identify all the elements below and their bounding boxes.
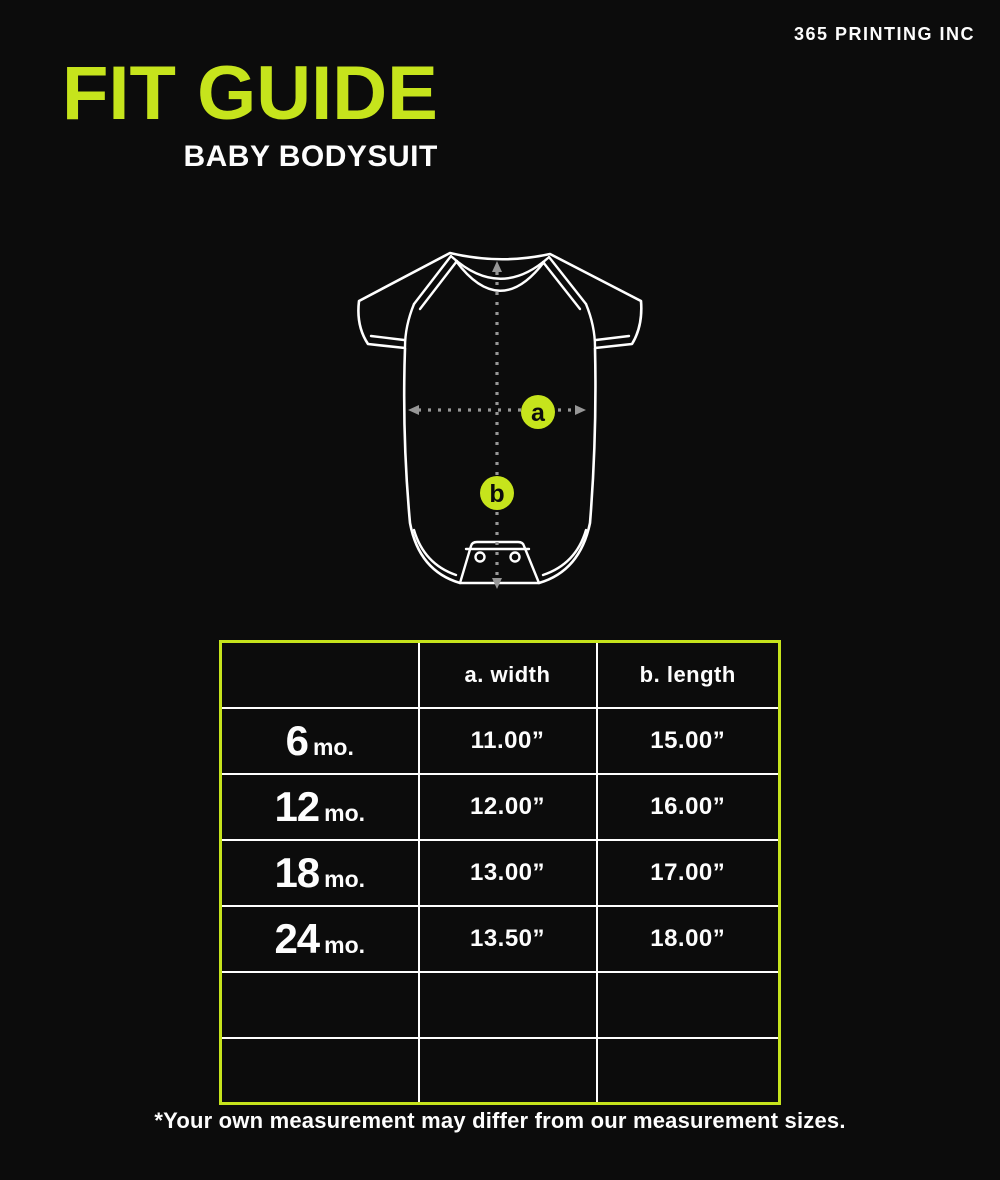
length-marker-letter: b <box>489 480 505 508</box>
size-cell <box>221 840 419 906</box>
length-cell: 17.00” <box>597 840 780 906</box>
size-column-header <box>221 642 419 708</box>
width-column-header: a. width <box>419 642 597 708</box>
size-cell <box>221 972 419 1038</box>
width-cell: 13.00” <box>419 840 597 906</box>
size-number: 12 <box>274 782 320 830</box>
page-subtitle: BABY BODYSUIT <box>183 140 438 173</box>
size-cell <box>221 906 419 972</box>
width-marker-letter: a <box>531 399 545 427</box>
measurement-disclaimer: *Your own measurement may differ from our measurement sizes. <box>154 1108 846 1133</box>
size-table <box>219 640 781 1105</box>
size-unit: mo. <box>324 931 366 958</box>
length-cell <box>597 1038 780 1104</box>
width-cell: 13.50” <box>419 906 597 972</box>
table-row <box>221 906 780 972</box>
table-row-empty <box>221 972 780 1038</box>
bodysuit-diagram <box>330 240 670 595</box>
width-cell <box>419 972 597 1038</box>
snap-button <box>511 553 520 562</box>
size-number: 24 <box>274 914 320 962</box>
length-marker <box>480 476 514 510</box>
title-block <box>62 51 438 174</box>
table-row-empty <box>221 1038 780 1104</box>
size-cell <box>221 708 419 774</box>
length-cell: 18.00” <box>597 906 780 972</box>
length-cell <box>597 972 780 1038</box>
brand-name: 365 PRINTING INC <box>793 24 975 44</box>
width-marker <box>521 395 555 429</box>
size-number: 6 <box>285 716 308 764</box>
table-header-row <box>221 642 780 708</box>
size-unit: mo. <box>312 733 354 760</box>
size-number: 18 <box>274 848 320 896</box>
length-column-header: b. length <box>597 642 780 708</box>
size-cell <box>221 774 419 840</box>
table-row <box>221 840 780 906</box>
size-unit: mo. <box>324 799 366 826</box>
length-cell: 15.00” <box>597 708 780 774</box>
size-unit: mo. <box>324 865 366 892</box>
snap-button <box>476 553 485 562</box>
width-cell <box>419 1038 597 1104</box>
page-title: FIT GUIDE <box>62 51 438 136</box>
table-row <box>221 774 780 840</box>
width-cell: 12.00” <box>419 774 597 840</box>
table-row <box>221 708 780 774</box>
length-cell: 16.00” <box>597 774 780 840</box>
bodysuit-outline <box>358 253 641 583</box>
bodysuit-drawing <box>358 253 641 583</box>
size-cell <box>221 1038 419 1104</box>
width-cell: 11.00” <box>419 708 597 774</box>
